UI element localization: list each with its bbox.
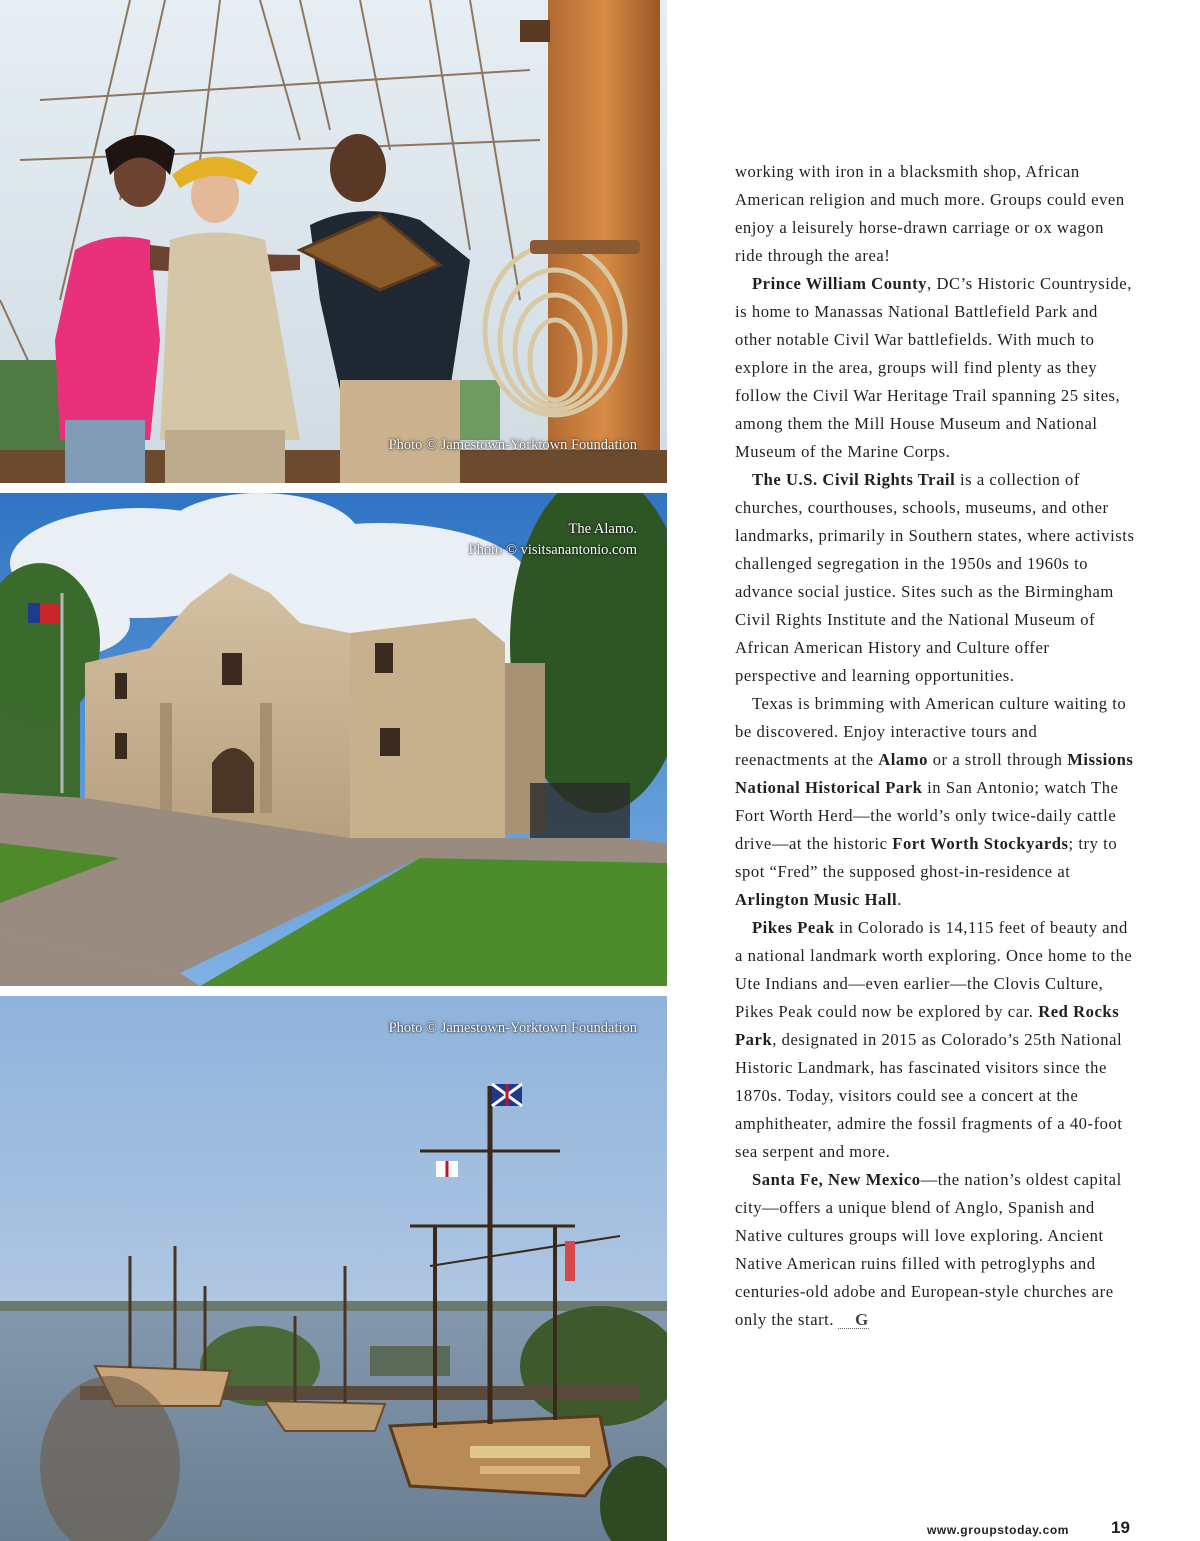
paragraph-text: is a collection of churches, courthouses, schools, museums, and other landmarks, primarily in Southern states, where activists challenged segregation in the 1950s and 1960s to advance social justice. Sites such as the Birmingham Civil Rights Institute and the National Museum of African American History and Culture offer perspective and learning opportunities. (735, 470, 1135, 685)
paragraph-text: , designated in 2015 as Colorado’s 25th National Historic Landmark, has fascinated visitors since the 1870s. Today, visitors could see a concert at the amphitheater, admire the fossil fragments of a 40-foot sea serpent and more. (735, 1030, 1123, 1161)
page-number: 19 (1111, 1518, 1130, 1537)
caption-text: Photo © visitsanantonio.com (468, 542, 637, 558)
paragraph-text: , DC’s Historic Countryside, is home to Manassas National Battlefield Park and other notable Civil War battlefields. With much to explore in the area, groups will find plenty as they follow the Civil War Heritage Trail spanning 25 sites, among them the Mill House Museum and National Museum of the Marine Corps. (735, 274, 1132, 461)
highlight-fort-worth-stockyards: Fort Worth Stockyards (892, 834, 1069, 853)
paragraph-text: ; try to spot “Fred” the supposed ghost-in-residence at (735, 834, 1118, 881)
photo-jamestown-ships-image (0, 996, 667, 1541)
paragraph-text: Texas is brimming with American culture waiting to be discovered. Enjoy interactive tours and reenactments at the (735, 694, 1127, 769)
photo-jamestown-ships (0, 996, 667, 1541)
paragraph-text: —the nation’s oldest capital city—offers a unique blend of Anglo, Spanish and Native cultures groups will love exploring. Ancient Native American ruins filled with petroglyphs and centuries-old adobe and European-style churches are only the start. (735, 1170, 1122, 1329)
footer-website: www.groupstoday.com (927, 1523, 1070, 1537)
caption-title: The Alamo. (568, 521, 637, 537)
photo-alamo-image (0, 493, 667, 986)
end-mark-icon: G (838, 1312, 869, 1329)
highlight-red-rocks-park: Red Rocks Park (735, 1002, 1120, 1049)
caption-text: Photo © Jamestown-Yorktown Foundation (388, 437, 637, 453)
article-body (735, 158, 1135, 1334)
paragraph-text: working with iron in a blacksmith shop, African American religion and much more. Groups could even enjoy a leisurely horse-drawn carriage or ox wagon ride through the area! (735, 162, 1125, 265)
highlight-prince-william-county: Prince William County (752, 274, 928, 293)
photo-jamestown-deck-image (0, 0, 667, 483)
article-paragraph (735, 466, 1135, 690)
paragraph-text: or a stroll through (928, 750, 1068, 769)
highlight-arlington-music-hall: Arlington Music Hall (735, 890, 898, 909)
article-paragraph (735, 158, 1135, 270)
photo-credit-caption (389, 435, 637, 456)
highlight-missions-park: Missions National Historical Park (735, 750, 1134, 797)
article-paragraph (735, 270, 1135, 466)
caption-text: Photo © Jamestown-Yorktown Foundation (388, 1020, 637, 1036)
photo-jamestown-deck (0, 0, 667, 483)
highlight-alamo: Alamo (878, 750, 928, 769)
paragraph-text: . (897, 890, 902, 909)
article-paragraph (735, 690, 1135, 914)
highlight-santa-fe: Santa Fe, New Mexico (752, 1170, 921, 1189)
photo-credit-caption (469, 519, 638, 561)
article-paragraph (735, 914, 1135, 1166)
highlight-civil-rights-trail: The U.S. Civil Rights Trail (752, 470, 956, 489)
photo-alamo (0, 493, 667, 986)
paragraph-text: in Colorado is 14,115 feet of beauty and a national landmark worth exploring. Once home to the Ute Indians and—even earlier—the Clovis Culture, Pikes Peak could now be explored by car. (735, 918, 1133, 1021)
paragraph-text: in San Antonio; watch The Fort Worth Herd—the world’s only twice-daily cattle drive—at the historic (735, 778, 1119, 853)
highlight-pikes-peak: Pikes Peak (752, 918, 835, 937)
article-paragraph (735, 1166, 1135, 1334)
photo-credit-caption (389, 1018, 637, 1039)
